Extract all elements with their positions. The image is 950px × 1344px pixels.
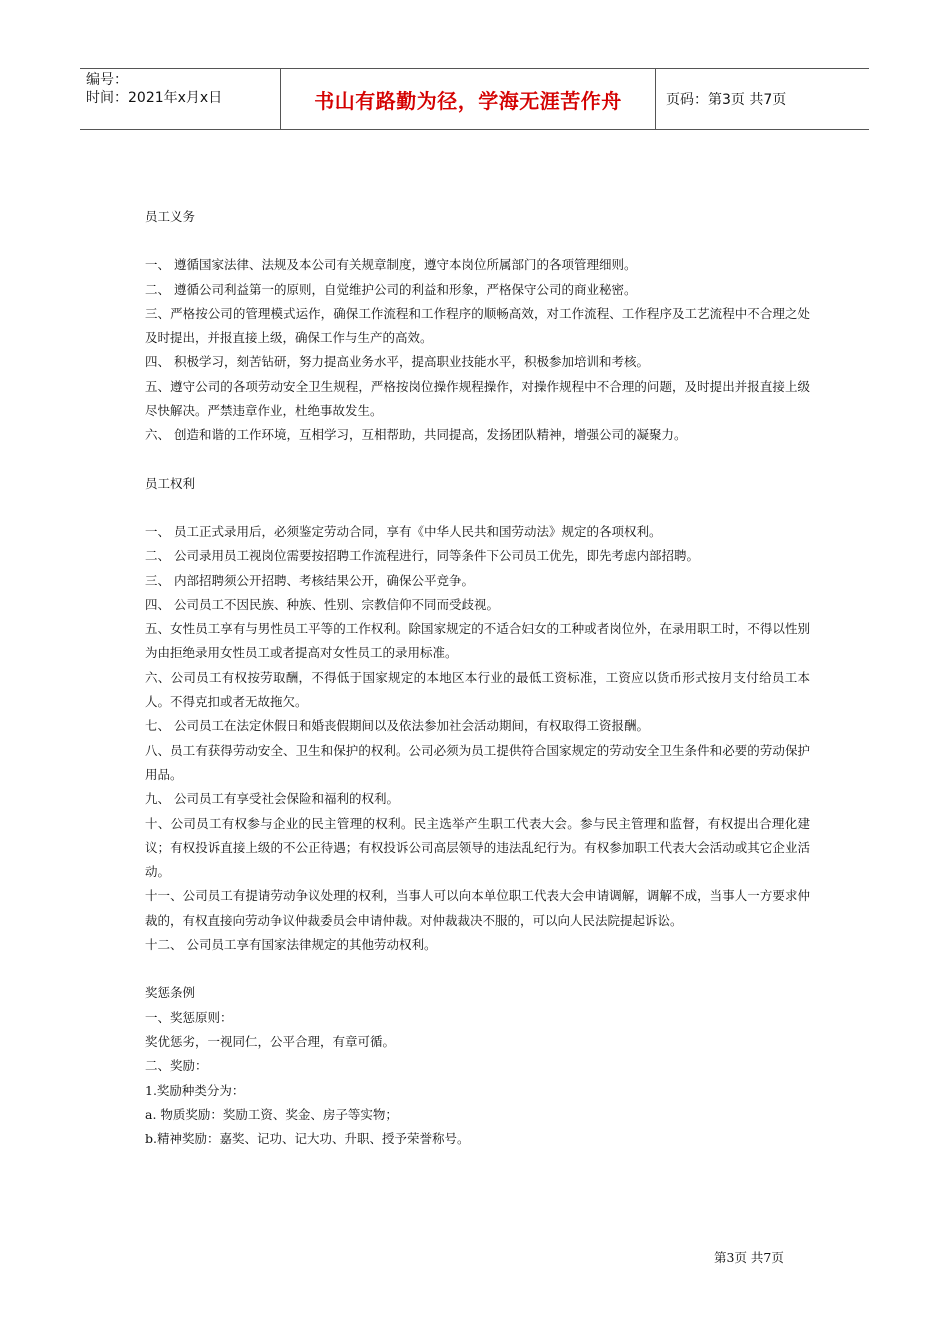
section-title-duties: 员工义务 [145, 209, 196, 224]
paragraph: 三、严格按公司的管理模式运作，确保工作流程和工作程序的顺畅高效，对工作流程、工作程序及工艺流程中不合理之处及时提出，并报直接上级，确保工作与生产的高效。 [145, 305, 810, 346]
paragraph: 六、公司员工有权按劳取酬，不得低于国家规定的本地区本行业的最低工资标准，工资应以货币形式按月支付给员工本人。不得克扣或者无故拖欠。 [145, 669, 810, 710]
header-page-number: 页码：第3页 共7页 [666, 92, 787, 108]
paragraph: 十一、公司员工有提请劳动争议处理的权利，当事人可以向本单位职工代表大会申请调解，调解不成，当事人一方要求仲裁的，有权直接向劳动争议仲裁委员会申请仲裁。对仲裁裁决不服的，可以向人民法院提起诉讼。 [145, 888, 810, 928]
paragraph: 五、遵守公司的各项劳动安全卫生规程，严格按岗位操作规程操作，对操作规程中不合理的问题，及时提出并报直接上级尽快解决。严禁违章作业，杜绝事故发生。 [145, 378, 810, 419]
paragraph: 一、奖惩原则： [145, 1009, 233, 1025]
paragraph: 四、 积极学习，刻苦钻研，努力提高业务水平，提高职业技能水平，积极参加培训和考核。 [145, 354, 649, 370]
paragraph: 二、 遵循公司利益第一的原则，自觉维护公司的利益和形象，严格保守公司的商业秘密。 [145, 281, 637, 297]
paragraph: 奖优惩劣，一视同仁，公平合理，有章可循。 [145, 1033, 396, 1049]
footer-page-number: 第3页 共7页 [714, 1250, 784, 1265]
page-header [80, 68, 869, 130]
paragraph: 一、 员工正式录用后，必须鉴定劳动合同，享有《中华人民共和国劳动法》规定的各项权利。 [145, 523, 662, 539]
document-date: 时间：2021年x月x日 [86, 90, 223, 106]
paragraph: 二、奖励： [145, 1058, 208, 1074]
section-title-rights: 员工权利 [145, 475, 196, 491]
paragraph: 三、 内部招聘须公开招聘、考核结果公开，确保公平竞争。 [145, 572, 474, 588]
section-title-rewards: 奖惩条例 [145, 985, 196, 1001]
document-body [145, 205, 810, 1151]
paragraph: b.精神奖励：嘉奖、记功、记大功、升职、授予荣誉称号。 [145, 1131, 470, 1147]
paragraph: 十二、 公司员工享有国家法律规定的其他劳动权利。 [145, 937, 437, 953]
document-number-label: 编号： [86, 72, 128, 88]
paragraph: 九、 公司员工有享受社会保险和福利的权利。 [145, 791, 399, 807]
header-meta [80, 69, 281, 129]
header-motto: 书山有路勤为径，学海无涯苦作舟 [281, 69, 656, 129]
paragraph: 六、 创造和谐的工作环境，互相学习，互相帮助，共同提高，发扬团队精神，增强公司的凝聚力。 [145, 427, 687, 443]
paragraph: 八、员工有获得劳动安全、卫生和保护的权利。公司必须为员工提供符合国家规定的劳动安全卫生条件和必要的劳动保护用品。 [145, 742, 810, 782]
paragraph: 四、 公司员工不因民族、种族、性别、宗教信仰不同而受歧视。 [145, 596, 499, 612]
paragraph: 五、女性员工享有与男性员工平等的工作权利。除国家规定的不适合妇女的工种或者岗位外，在录用职工时，不得以性别为由拒绝录用女性员工或者提高对女性员工的录用标准。 [145, 621, 810, 661]
paragraph: 1.奖励种类分为： [145, 1082, 245, 1098]
paragraph: 二、 公司录用员工视岗位需要按招聘工作流程进行，同等条件下公司员工优先，即先考虑内部招聘。 [145, 548, 699, 564]
paragraph: 十、公司员工有权参与企业的民主管理的权利。民主选举产生职工代表大会。参与民主管理和监督，有权提出合理化建议；有权投诉直接上级的不公正待遇；有权投诉公司高层领导的违法乱纪行为。有权参加职工代表大会活动或其它企业活动。 [145, 815, 810, 880]
paragraph: 七、 公司员工在法定休假日和婚丧假期间以及依法参加社会活动期间，有权取得工资报酬。 [145, 718, 649, 734]
paragraph: 一、 遵循国家法律、法规及本公司有关规章制度，遵守本岗位所属部门的各项管理细则。 [145, 257, 637, 273]
paragraph: a. 物质奖励：奖励工资、奖金、房子等实物； [145, 1106, 398, 1122]
